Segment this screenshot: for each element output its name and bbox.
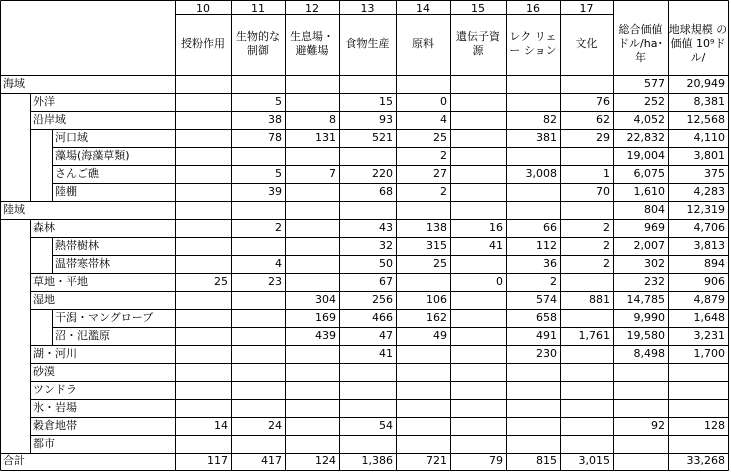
table-cell: 19,580 [626, 329, 665, 342]
table-cell: 521 [372, 131, 393, 144]
row-label: 合計 [3, 454, 25, 467]
table-cell [339, 381, 396, 399]
table-cell [396, 201, 450, 219]
table-cell: 41 [489, 239, 503, 252]
table-cell [175, 381, 231, 399]
table-cell: 124 [315, 454, 336, 467]
table-cell: 4,879 [693, 293, 725, 306]
table-cell [668, 399, 728, 417]
table-cell: 138 [426, 221, 447, 234]
row-label: さんご礁 [55, 167, 99, 180]
table-cell: 19,004 [626, 149, 665, 162]
table-cell [506, 75, 560, 93]
column-header: 食物生産 [345, 36, 390, 50]
table-cell [285, 75, 339, 93]
table-cell [613, 363, 668, 381]
row-label: 湖・河川 [33, 347, 77, 360]
table-cell [231, 399, 285, 417]
table-cell: 2 [603, 257, 610, 270]
table-cell: 3,231 [693, 329, 725, 342]
table-cell [175, 75, 231, 93]
table-cell: 5 [275, 167, 282, 180]
table-cell: 256 [372, 293, 393, 306]
table-cell: 12,568 [686, 113, 725, 126]
table-cell [450, 93, 506, 111]
table-cell: 894 [704, 257, 725, 270]
table-cell: 220 [372, 167, 393, 180]
table-cell: 1,386 [361, 454, 393, 467]
table-cell [285, 237, 339, 255]
table-cell [450, 165, 506, 183]
table-cell: 3,015 [578, 454, 610, 467]
row-label: 藻場(海藻草類) [55, 149, 130, 162]
column-header: 総合価値 ドル/ha･ 年 [618, 22, 663, 64]
table-cell: 381 [536, 131, 557, 144]
table-cell [339, 399, 396, 417]
table-cell: 815 [536, 454, 557, 467]
table-cell [175, 237, 231, 255]
row-label: 氷・岩場 [33, 401, 77, 414]
table-cell: 3,008 [525, 167, 557, 180]
table-cell: 881 [589, 293, 610, 306]
row-label: 沿岸域 [33, 113, 66, 126]
table-cell [175, 327, 231, 345]
row-label: 干潟・マングローブ [55, 311, 154, 324]
table-cell [175, 201, 231, 219]
table-cell [285, 219, 339, 237]
table-cell: 8 [329, 113, 336, 126]
table-cell: 66 [543, 221, 557, 234]
table-cell [560, 75, 613, 93]
table-cell: 2 [603, 239, 610, 252]
table-cell [175, 111, 231, 129]
table-cell [450, 291, 506, 309]
table-cell [285, 273, 339, 291]
table-cell: 38 [268, 113, 282, 126]
table-cell [175, 363, 231, 381]
table-cell: 466 [372, 311, 393, 324]
table-cell [231, 147, 285, 165]
table-cell [613, 381, 668, 399]
table-cell: 25 [214, 275, 228, 288]
row-label: 湿地 [33, 293, 55, 306]
table-cell: 439 [315, 329, 336, 342]
row-label: 沼・氾濫原 [55, 329, 110, 342]
table-cell: 230 [536, 347, 557, 360]
table-cell: 33,268 [686, 454, 725, 467]
table-cell [285, 255, 339, 273]
table-cell: 9,990 [633, 311, 665, 324]
table-cell: 82 [543, 113, 557, 126]
table-cell: 4,706 [693, 221, 725, 234]
row-label: 森林 [33, 221, 55, 234]
column-header: 生息場・ 避難場 [290, 29, 334, 57]
column-header: レク リェー ション [509, 29, 557, 57]
column-number: 10 [196, 2, 210, 14]
row-label: 陸域 [3, 203, 25, 216]
table-cell [668, 363, 728, 381]
row-label: 砂漠 [33, 365, 55, 378]
table-cell [450, 183, 506, 201]
table-cell: 4,110 [693, 131, 725, 144]
table-cell: 49 [433, 329, 447, 342]
table-cell: 112 [536, 239, 557, 252]
table-cell: 1,700 [693, 347, 725, 360]
table-cell: 491 [536, 329, 557, 342]
table-cell [285, 417, 339, 435]
table-cell: 1,648 [693, 311, 725, 324]
row-label: ツンドラ [33, 383, 77, 396]
table-cell [175, 255, 231, 273]
table-cell [175, 399, 231, 417]
table-cell [175, 93, 231, 111]
table-cell [396, 399, 450, 417]
table-cell [450, 417, 506, 435]
table-cell: 78 [268, 131, 282, 144]
table-cell: 36 [543, 257, 557, 270]
table-cell: 2 [550, 275, 557, 288]
table-cell [396, 435, 450, 453]
table-cell [285, 93, 339, 111]
table-cell [285, 399, 339, 417]
table-cell: 7 [329, 167, 336, 180]
table-cell [506, 363, 560, 381]
table-cell: 117 [207, 454, 228, 467]
table-cell: 27 [433, 167, 447, 180]
table-cell: 128 [704, 419, 725, 432]
table-cell [560, 273, 613, 291]
column-number: 15 [471, 2, 485, 14]
table-cell: 1 [603, 167, 610, 180]
table-cell [175, 309, 231, 327]
table-cell: 0 [496, 275, 503, 288]
table-cell: 6,075 [633, 167, 665, 180]
table-cell: 8,381 [693, 95, 725, 108]
table-cell [339, 363, 396, 381]
table-cell: 106 [426, 293, 447, 306]
column-number: 14 [416, 2, 430, 14]
row-label: 温帯寒帯林 [55, 257, 110, 270]
row-label: 海域 [3, 77, 25, 90]
table-cell [339, 75, 396, 93]
table-cell: 25 [433, 131, 447, 144]
table-cell [175, 147, 231, 165]
table-cell [450, 435, 506, 453]
column-number: 11 [251, 2, 265, 14]
table-cell [450, 147, 506, 165]
table-cell: 169 [315, 311, 336, 324]
table-cell [231, 291, 285, 309]
table-cell: 577 [644, 77, 665, 90]
table-cell: 3,813 [693, 239, 725, 252]
table-cell: 131 [315, 131, 336, 144]
table-cell [450, 327, 506, 345]
table-cell: 315 [426, 239, 447, 252]
table-cell [506, 93, 560, 111]
table-cell [231, 75, 285, 93]
table-cell [613, 435, 668, 453]
table-cell [285, 147, 339, 165]
table-cell [560, 345, 613, 363]
table-cell: 8,498 [633, 347, 665, 360]
column-header: 生物的な 制御 [236, 29, 280, 57]
table-cell [339, 201, 396, 219]
table-cell: 375 [704, 167, 725, 180]
table-cell [285, 183, 339, 201]
table-cell: 32 [379, 239, 393, 252]
table-cell: 304 [315, 293, 336, 306]
table-cell [560, 381, 613, 399]
table-cell [175, 219, 231, 237]
table-cell: 4 [440, 113, 447, 126]
table-cell [668, 435, 728, 453]
table-cell [231, 345, 285, 363]
table-cell: 68 [379, 185, 393, 198]
table-cell: 721 [426, 454, 447, 467]
table-cell: 93 [379, 113, 393, 126]
table-cell: 4,283 [693, 185, 725, 198]
table-cell [450, 309, 506, 327]
table-cell [450, 129, 506, 147]
table-cell [285, 345, 339, 363]
table-cell: 25 [433, 257, 447, 270]
table-cell [396, 381, 450, 399]
table-cell [450, 363, 506, 381]
table-cell [285, 381, 339, 399]
table-cell [560, 201, 613, 219]
table-cell: 3,801 [693, 149, 725, 162]
table-cell [450, 111, 506, 129]
table-cell: 969 [644, 221, 665, 234]
table-cell [506, 417, 560, 435]
table-cell [231, 309, 285, 327]
row-label: 都市 [33, 437, 55, 450]
row-label: 穀倉地帯 [33, 419, 77, 432]
row-label: 熱帯樹林 [55, 239, 99, 252]
table-cell: 2 [440, 149, 447, 162]
row-label: 外洋 [33, 95, 55, 108]
table-cell [396, 363, 450, 381]
table-cell: 4,052 [633, 113, 665, 126]
table-cell: 574 [536, 293, 557, 306]
table-cell [560, 417, 613, 435]
table-cell: 23 [268, 275, 282, 288]
column-header: 授粉作用 [181, 36, 225, 50]
table-cell: 79 [489, 454, 503, 467]
table-cell: 658 [536, 311, 557, 324]
table-cell [396, 417, 450, 435]
table-cell: 232 [644, 275, 665, 288]
table-cell [506, 435, 560, 453]
table-cell [175, 183, 231, 201]
row-label: 陸棚 [55, 185, 77, 198]
table-cell: 906 [704, 275, 725, 288]
table-cell: 302 [644, 257, 665, 270]
table-cell [396, 75, 450, 93]
table-cell [560, 435, 613, 453]
table-cell [560, 399, 613, 417]
table-cell [231, 381, 285, 399]
table-cell: 2 [275, 221, 282, 234]
table-cell: 2,007 [633, 239, 665, 252]
table-cell: 804 [644, 203, 665, 216]
table-cell: 20,949 [686, 77, 725, 90]
column-header: 遺伝子資 源 [456, 29, 500, 57]
column-number: 12 [305, 2, 319, 14]
table-cell [231, 363, 285, 381]
table-cell: 5 [275, 95, 282, 108]
table-cell: 76 [596, 95, 610, 108]
table-cell: 12,319 [686, 203, 725, 216]
table-cell [231, 327, 285, 345]
table-cell: 1,761 [578, 329, 610, 342]
table-cell [668, 381, 728, 399]
table-cell [450, 345, 506, 363]
table-cell [450, 201, 506, 219]
table-cell: 2 [603, 221, 610, 234]
table-cell: 54 [379, 419, 393, 432]
table-cell [506, 399, 560, 417]
table-cell: 162 [426, 311, 447, 324]
table-cell: 50 [379, 257, 393, 270]
table-cell: 16 [489, 221, 503, 234]
table-cell: 252 [644, 95, 665, 108]
table-cell: 15 [379, 95, 393, 108]
table-cell [231, 435, 285, 453]
table-cell [613, 452, 668, 470]
table-cell: 92 [651, 419, 665, 432]
column-header: 文化 [575, 36, 598, 50]
column-number: 16 [526, 2, 540, 14]
table-cell [450, 255, 506, 273]
table-cell: 47 [379, 329, 393, 342]
table-cell [450, 75, 506, 93]
table-cell: 24 [268, 419, 282, 432]
table-cell [506, 183, 560, 201]
table-cell: 67 [379, 275, 393, 288]
table-cell [285, 201, 339, 219]
table-cell [285, 363, 339, 381]
table-cell [175, 345, 231, 363]
table-cell: 43 [379, 221, 393, 234]
table-cell [560, 363, 613, 381]
table-cell: 2 [440, 185, 447, 198]
table-cell: 22,832 [626, 131, 665, 144]
table-cell [339, 435, 396, 453]
table-cell: 4 [275, 257, 282, 270]
table-cell: 41 [379, 347, 393, 360]
row-label: 草地・平地 [33, 275, 88, 288]
table-cell [339, 147, 396, 165]
table-cell [285, 435, 339, 453]
table-cell: 14 [214, 419, 228, 432]
table-cell [450, 381, 506, 399]
table-cell: 70 [596, 185, 610, 198]
table-cell [613, 399, 668, 417]
table-cell [560, 147, 613, 165]
column-header: 原料 [412, 36, 434, 50]
table-cell [506, 381, 560, 399]
table-cell [175, 165, 231, 183]
table-cell: 417 [261, 454, 282, 467]
row-label: 河口域 [55, 131, 88, 144]
table-cell: 62 [596, 113, 610, 126]
table-cell [175, 435, 231, 453]
table-cell: 1,610 [633, 185, 665, 198]
table-cell [231, 237, 285, 255]
table-cell: 39 [268, 185, 282, 198]
table-cell: 0 [440, 95, 447, 108]
table-cell [506, 147, 560, 165]
table-cell [231, 201, 285, 219]
table-cell [560, 309, 613, 327]
column-number: 17 [579, 2, 594, 14]
table-cell [396, 273, 450, 291]
column-number: 13 [360, 2, 375, 14]
table-cell: 29 [596, 131, 610, 144]
column-header: 地球規模 の価値 10⁹ドル/ [668, 22, 728, 64]
table-cell [396, 345, 450, 363]
table-cell [450, 399, 506, 417]
table-cell [175, 129, 231, 147]
table-cell [175, 291, 231, 309]
table-cell [506, 201, 560, 219]
table-cell: 14,785 [626, 293, 665, 306]
